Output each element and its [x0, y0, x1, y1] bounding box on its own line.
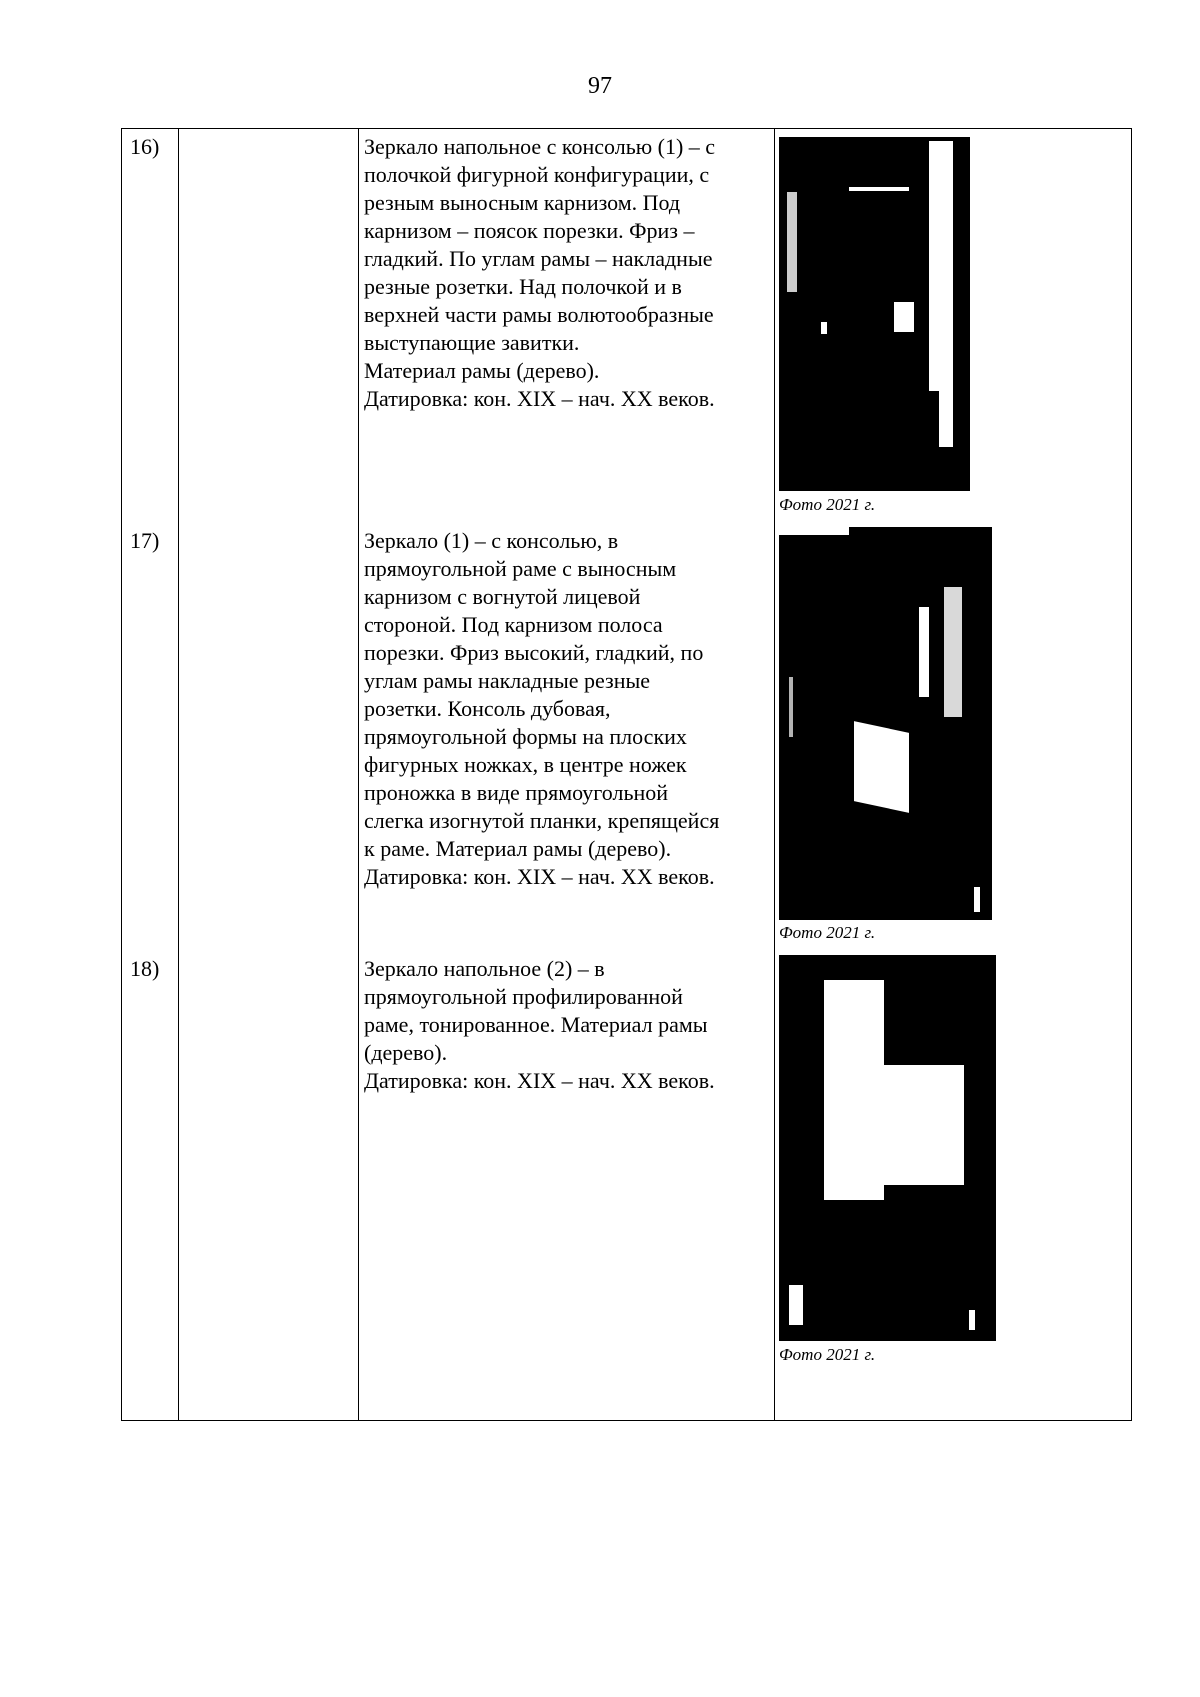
- row-number: 16): [130, 134, 160, 159]
- column-divider: [178, 129, 179, 1420]
- item-photo: [779, 955, 996, 1341]
- column-divider: [774, 129, 775, 1420]
- item-description: Зеркало напольное (2) – в прямоугольной профилированной раме, тонированное. Материал рамы (дерево). Датировка: кон. XIX – нач. XX веков.: [364, 956, 715, 1093]
- row-number: 18): [130, 956, 160, 981]
- photo-caption: Фото 2021 г.: [779, 495, 876, 514]
- inventory-table: [121, 128, 1132, 1421]
- column-divider: [358, 129, 359, 1420]
- item-photo: [779, 137, 970, 491]
- page-number: 97: [588, 73, 612, 99]
- item-description: Зеркало напольное с консолью (1) – с полочкой фигурной конфигурации, с резным выносным карнизом. Под карнизом – поясок порезки. Фриз – гладкий. По углам рамы – накладные резные розетки. Над полочкой и в верхней части рамы волютообразные выступающие завитки. Материал рамы (дерево). Датировка: кон. XIX – нач. XX веков.: [364, 134, 716, 411]
- photo-caption: Фото 2021 г.: [779, 923, 876, 942]
- row-number: 17): [130, 528, 160, 553]
- item-photo: [779, 527, 992, 920]
- item-description: Зеркало (1) – с консолью, в прямоугольной раме с выносным карнизом с вогнутой лицевой стороной. Под карнизом полоса порезки. Фриз высокий, гладкий, по углам рамы накладные резные розетки. Консоль дубовая, прямоугольной формы на плоских фигурных ножках, в центре ножек проножка в виде прямоугольной слегка изогнутой планки, крепящейся к раме. Материал рамы (дерево). Датировка: кон. XIX – нач. XX веков.: [364, 528, 720, 889]
- photo-caption: Фото 2021 г.: [779, 1345, 876, 1364]
